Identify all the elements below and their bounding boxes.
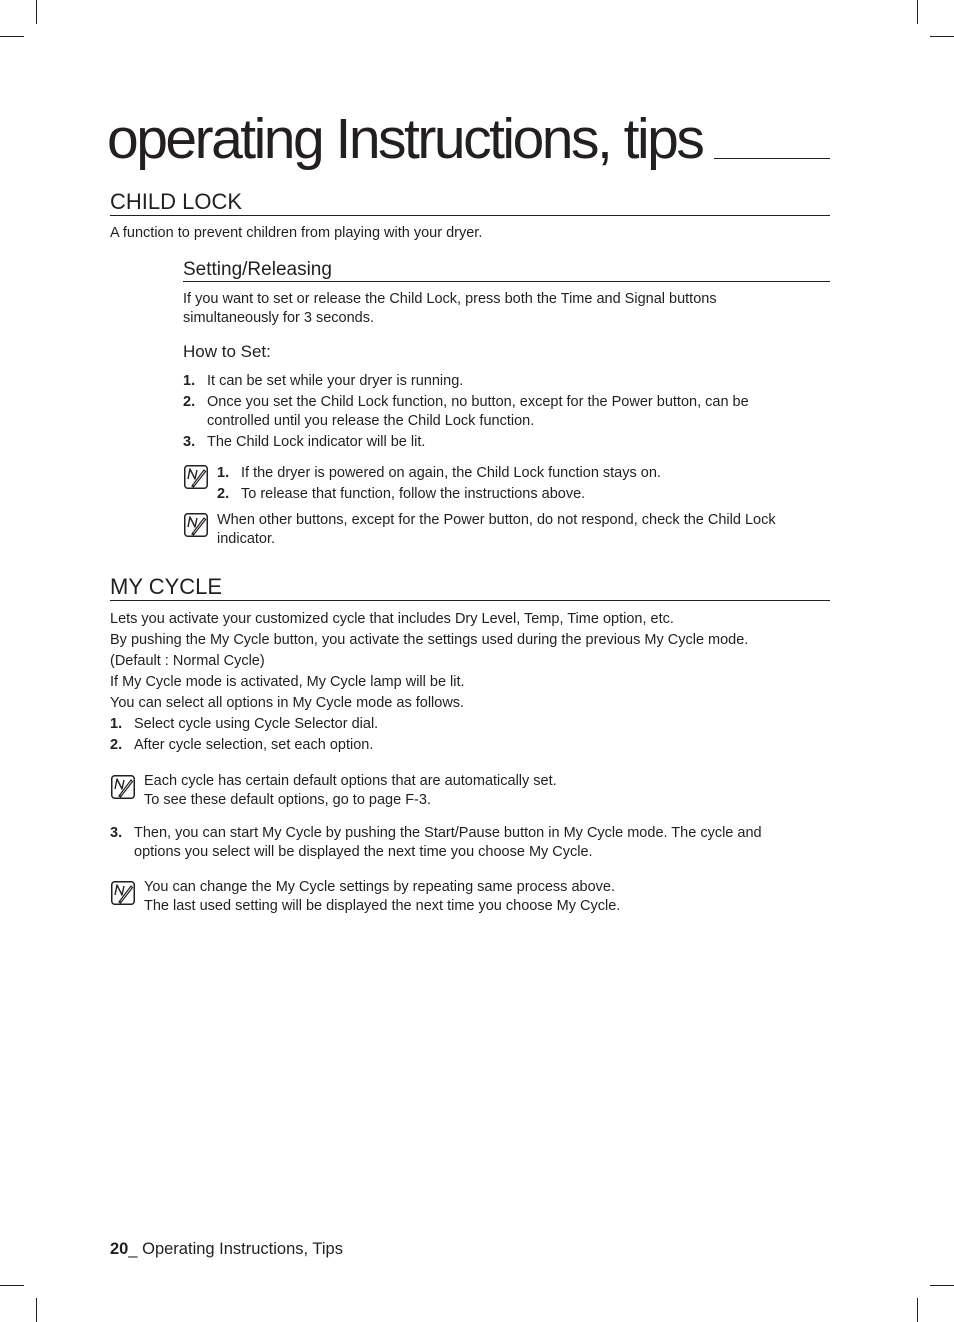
note-text: To see these default options, go to page F-3. xyxy=(144,792,431,808)
my-cycle-text: If My Cycle mode is activated, My Cycle lamp will be lit. xyxy=(110,674,465,690)
note-icon xyxy=(111,881,135,905)
step-text: options you select will be displayed the next time you choose My Cycle. xyxy=(134,844,593,860)
child-lock-heading: CHILD LOCK xyxy=(110,189,830,216)
crop-mark xyxy=(36,1298,37,1322)
step-number: 2. xyxy=(110,737,123,753)
note-text: indicator. xyxy=(217,531,276,547)
note-text: To release that function, follow the instructions above. xyxy=(241,486,586,502)
setting-text-line2: simultaneously for 3 seconds. xyxy=(183,310,375,326)
footer-text: _ Operating Instructions, Tips xyxy=(128,1240,343,1258)
note-text: When other buttons, except for the Power button, do not respond, check the Child Lock xyxy=(217,512,776,528)
step-number: 3. xyxy=(110,825,123,841)
note-icon xyxy=(111,775,135,799)
my-cycle-text: You can select all options in My Cycle mode as follows. xyxy=(110,695,465,711)
note-text: If the dryer is powered on again, the Child Lock function stays on. xyxy=(241,465,661,481)
step-text: Then, you can start My Cycle by pushing the Start/Pause button in My Cycle mode. The cycle and xyxy=(134,825,762,841)
crop-mark xyxy=(0,36,24,37)
crop-mark xyxy=(917,1298,918,1322)
page-title: operating Instructions, tips xyxy=(107,108,714,170)
step-number: 1. xyxy=(183,373,196,389)
note-text: You can change the My Cycle settings by repeating same process above. xyxy=(144,879,615,895)
step-number: 3. xyxy=(183,434,196,450)
setting-text-line1: If you want to set or release the Child Lock, press both the Time and Signal buttons xyxy=(183,291,717,307)
crop-mark xyxy=(917,0,918,24)
my-cycle-text: (Default : Normal Cycle) xyxy=(110,653,265,669)
note-icon xyxy=(184,513,208,537)
note-text: Each cycle has certain default options that are automatically set. xyxy=(144,773,557,789)
my-cycle-text: Lets you activate your customized cycle that includes Dry Level, Temp, Time option, etc. xyxy=(110,611,674,627)
note-number: 2. xyxy=(217,486,230,502)
step-text: It can be set while your dryer is running. xyxy=(207,373,464,389)
setting-releasing-heading: Setting/Releasing xyxy=(183,258,830,282)
step-number: 1. xyxy=(110,716,123,732)
child-lock-intro: A function to prevent children from playing with your dryer. xyxy=(110,225,483,241)
note-text: The last used setting will be displayed the next time you choose My Cycle. xyxy=(144,898,621,914)
crop-mark xyxy=(930,36,954,37)
step-text: After cycle selection, set each option. xyxy=(134,737,374,753)
step-text: The Child Lock indicator will be lit. xyxy=(207,434,426,450)
step-text: controlled until you release the Child Lock function. xyxy=(207,413,535,429)
my-cycle-heading: MY CYCLE xyxy=(110,574,830,601)
crop-mark xyxy=(36,0,37,24)
my-cycle-text: By pushing the My Cycle button, you activate the settings used during the previous My Cycle mode. xyxy=(110,632,749,648)
note-number: 1. xyxy=(217,465,230,481)
crop-mark xyxy=(0,1285,24,1286)
note-icon xyxy=(184,465,208,489)
how-to-set-heading: How to Set: xyxy=(183,342,271,361)
page-footer xyxy=(110,1239,343,1259)
page-number: 20 xyxy=(110,1240,129,1258)
page-title-rule xyxy=(107,104,830,171)
step-text: Select cycle using Cycle Selector dial. xyxy=(134,716,379,732)
crop-mark xyxy=(930,1285,954,1286)
step-number: 2. xyxy=(183,394,196,410)
step-text: Once you set the Child Lock function, no button, except for the Power button, can be xyxy=(207,394,749,410)
